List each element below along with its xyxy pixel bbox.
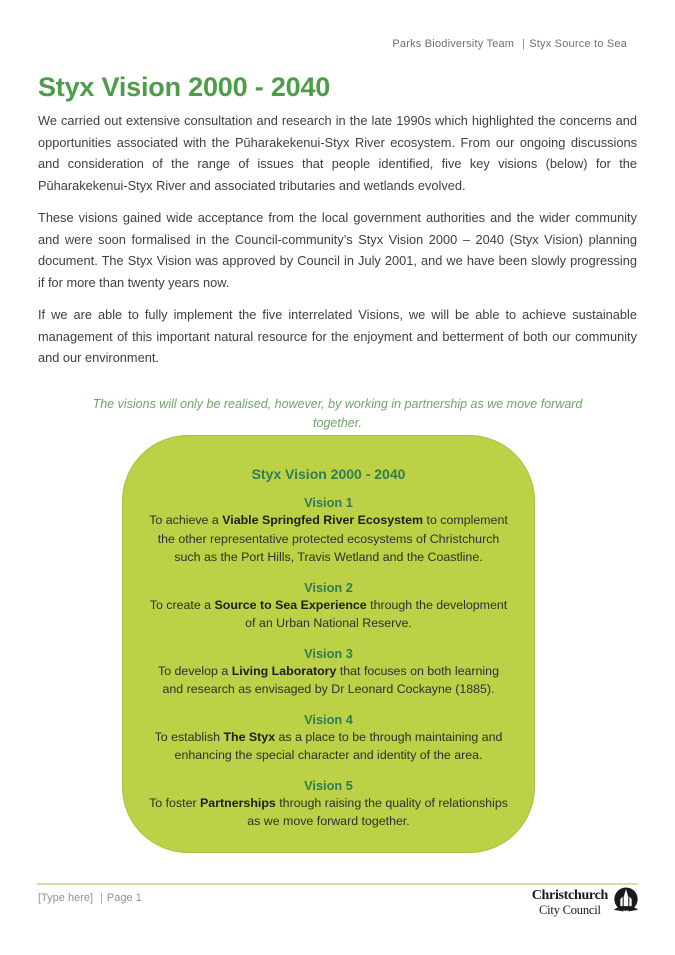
vision-box-title: Styx Vision 2000 - 2040	[251, 466, 406, 482]
vision-5-text: To foster Partnerships through raising the quality of relationships as we move forward together.	[149, 795, 508, 828]
body-content	[38, 110, 637, 433]
vision-4-text: To establish The Styx as a place to be through maintaining and enhancing the special character and identity of the area.	[154, 729, 503, 762]
vision-2-heading: Vision 2	[304, 579, 353, 595]
paragraph-acceptance: These visions gained wide acceptance from the local government authorities and the wider community and were soon formalised in the Council-community’s Styx Vision 2000 – 2040 (Styx Vision) planning document. The Styx Vision was approved by Council in July 2001, and we have been slowly progressing if for more than twenty years now.	[38, 210, 637, 290]
cathedral-icon	[611, 886, 641, 919]
footer-separator: |	[100, 892, 103, 904]
header-separator: |	[522, 38, 526, 50]
vision-1-heading: Vision 1	[304, 495, 353, 510]
vision-section-1	[149, 495, 508, 567]
vision-section-3	[149, 646, 508, 699]
vision-section-5	[149, 778, 508, 831]
ccc-logo-line1: Christchurch	[531, 887, 608, 903]
vision-3-text: To develop a Living Laboratory that focuses on both learning and research as envisaged by Dr Leonard Cockayne (1885).	[158, 663, 499, 696]
vision-4-heading: Vision 4	[304, 711, 353, 727]
footer-text	[38, 892, 142, 904]
vision-section-4	[149, 712, 508, 765]
vision-section-2	[149, 580, 508, 633]
vision-2-text: To create a Source to Sea Experience through the development of an Urban National Reserve.	[149, 597, 508, 630]
ccc-logo-text	[532, 889, 608, 917]
header-team-name: Parks Biodiversity Team	[392, 38, 515, 50]
page-title: Styx Vision 2000 - 2040	[38, 72, 331, 102]
footer-page-number: Page 1	[106, 892, 142, 904]
page-header	[392, 38, 627, 50]
vision-5-heading: Vision 5	[304, 777, 353, 793]
footer-divider	[37, 883, 638, 885]
footer-type-here: [Type here]	[38, 892, 94, 904]
paragraph-consultation: We carried out extensive consultation and research in the late 1990s which highlighted the concerns and opportunities associated with the Pūharakekenui-Styx River ecosystem. From our ongoing discussions and consideration of the range of issues that people identified, five key visions (below) for the Pūharakekenui-Styx River and associated tributaries and wetlands evolved.	[38, 113, 637, 193]
ccc-logo	[532, 886, 641, 919]
vision-3-heading: Vision 3	[304, 645, 353, 661]
vision-box	[122, 435, 535, 853]
paragraph-implementation: If we are able to fully implement the five interrelated Visions, we will be able to achieve sustainable management of this important natural resource for the enjoyment and betterment of both our community and our environment.	[38, 307, 637, 365]
pull-quote: The visions will only be realised, however, by working in partnership as we move forward together.	[92, 396, 583, 430]
header-doc-name: Styx Source to Sea	[529, 38, 627, 50]
vision-1-text: To achieve a Viable Springfed River Ecosystem to complement the other representative protected ecosystems of Christchurch such as the Port Hills, Travis Wetland and the Coastline.	[149, 513, 508, 564]
ccc-logo-line2: City Council	[538, 902, 601, 917]
